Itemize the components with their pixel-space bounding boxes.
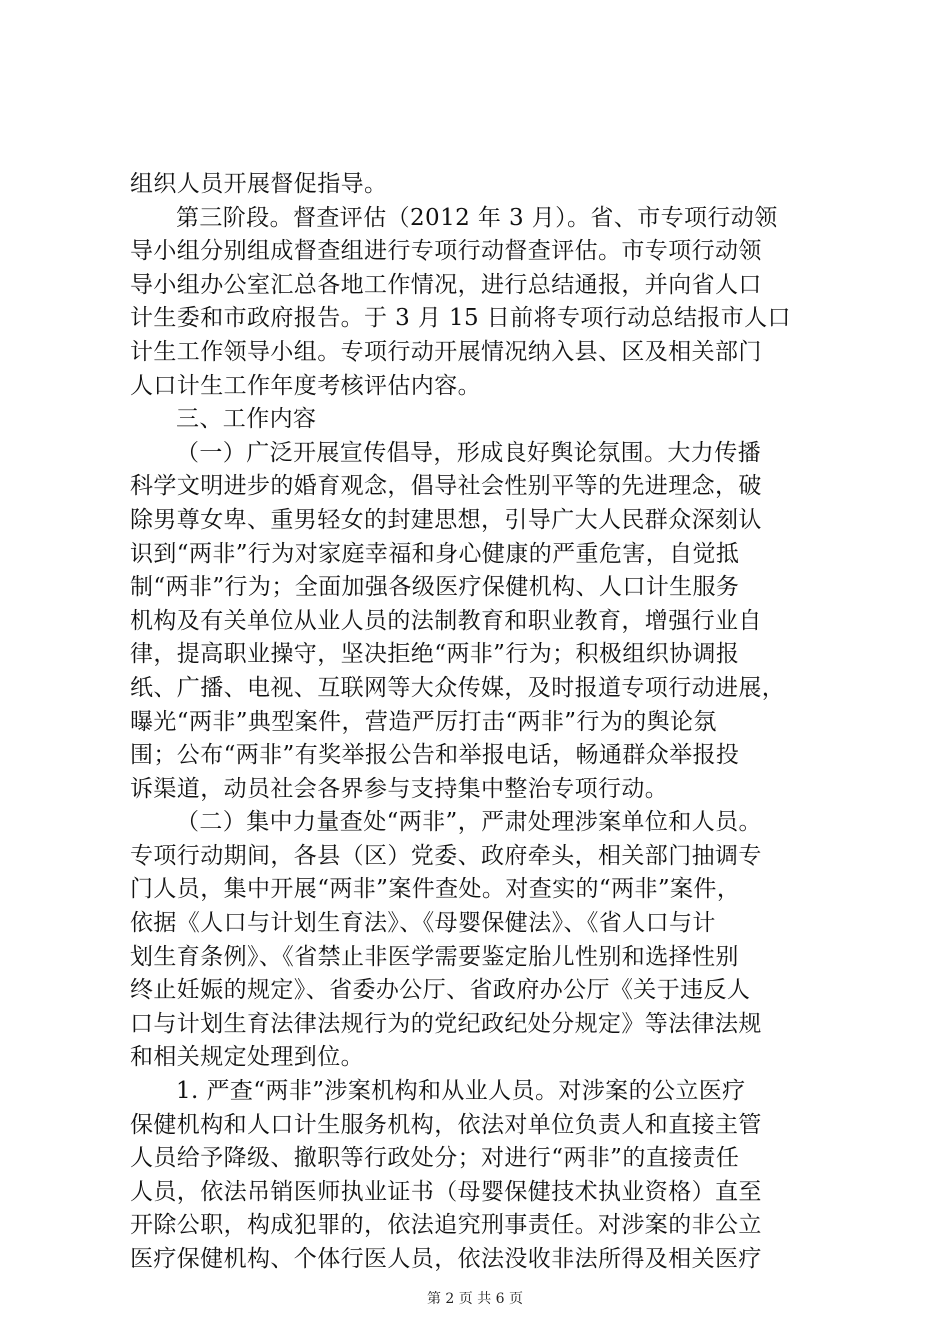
text-line: 识到“两非”行为对家庭幸福和身心健康的严重危害，自觉抵 bbox=[130, 540, 740, 567]
text-line: 导小组分别组成督查组进行专项行动督查评估。市专项行动领 bbox=[130, 238, 762, 265]
text-line: 围；公布“两非”有奖举报公告和举报电话，畅通群众举报投 bbox=[130, 742, 740, 769]
text-line: （二）集中力量查处“两非”，严肃处理涉案单位和人员。 bbox=[176, 809, 762, 836]
text-line: 制“两非”行为；全面加强各级医疗保健机构、人口计生服务 bbox=[130, 574, 740, 601]
text-line: 依据《人口与计划生育法》、《母婴保健法》、《省人口与计 bbox=[130, 910, 716, 937]
text-line: 导小组办公室汇总各地工作情况，进行总结通报，并向省人口 bbox=[130, 271, 762, 298]
text-line: 三、工作内容 bbox=[176, 406, 317, 433]
text-line: 曝光“两非”典型案件，营造严厉打击“两非”行为的舆论氛 bbox=[130, 708, 717, 735]
document-body bbox=[130, 168, 830, 1277]
text-line: 和相关规定处理到位。 bbox=[130, 1044, 364, 1071]
text-line: 门人员，集中开展“两非”案件查处。对查实的“两非”案件， bbox=[130, 876, 741, 903]
text-line: 人员给予降级、撤职等行政处分；对进行“两非”的直接责任 bbox=[130, 1145, 740, 1172]
text-line: 科学文明进步的婚育观念，倡导社会性别平等的先进理念，破 bbox=[130, 473, 762, 500]
text-line: 除男尊女卑、重男轻女的封建思想，引导广大人民群众深刻认 bbox=[130, 506, 762, 533]
text-line: 计生工作领导小组。专项行动开展情况纳入县、区及相关部门 bbox=[130, 338, 762, 365]
text-line: 终止妊娠的规定》、省委办公厅、省政府办公厅《关于违反人 bbox=[130, 977, 751, 1004]
text-line: 开除公职，构成犯罪的，依法追究刑事责任。对涉案的非公立 bbox=[130, 1212, 762, 1239]
text-line: 计生委和市政府报告。于 3 月 15 日前将专项行动总结报市人口 bbox=[130, 305, 791, 332]
text-line: 纸、广播、电视、互联网等大众传媒，及时报道专项行动进展， bbox=[130, 674, 786, 701]
text-line: 组织人员开展督促指导。 bbox=[130, 171, 388, 197]
text-line: 保健机构和人口计生服务机构，依法对单位负责人和直接主管 bbox=[130, 1111, 762, 1138]
text-line: 划生育条例》、《省禁止非医学需要鉴定胎儿性别和选择性别 bbox=[130, 943, 739, 970]
text-line: 医疗保健机构、个体行医人员，依法没收非法所得及相关医疗 bbox=[130, 1246, 762, 1272]
page-footer: 第 2 页 共 6 页 bbox=[426, 1291, 524, 1307]
text-line: 律，提高职业操守，坚决拒绝“两非”行为；积极组织协调报 bbox=[130, 641, 740, 668]
text-line: 人口计生工作年度考核评估内容。 bbox=[130, 372, 481, 399]
text-line: 口与计划生育法律法规行为的党纪政纪处分规定》等法律法规 bbox=[130, 1010, 762, 1037]
text-line: （一）广泛开展宣传倡导，形成良好舆论氛围。大力传播 bbox=[176, 439, 761, 466]
text-line: 第三阶段。督查评估（2012 年 3 月）。省、市专项行动领 bbox=[176, 204, 778, 231]
text-line: 人员，依法吊销医师执业证书（母婴保健技术执业资格）直至 bbox=[130, 1178, 762, 1205]
text-line: 1. 严查“两非”涉案机构和从业人员。对涉案的公立医疗 bbox=[176, 1078, 746, 1105]
text-line: 机构及有关单位从业人员的法制教育和职业教育，增强行业自 bbox=[130, 607, 762, 634]
text-line: 诉渠道，动员社会各界参与支持集中整治专项行动。 bbox=[130, 775, 669, 802]
text-line: 专项行动期间，各县（区）党委、政府牵头，相关部门抽调专 bbox=[130, 842, 762, 869]
